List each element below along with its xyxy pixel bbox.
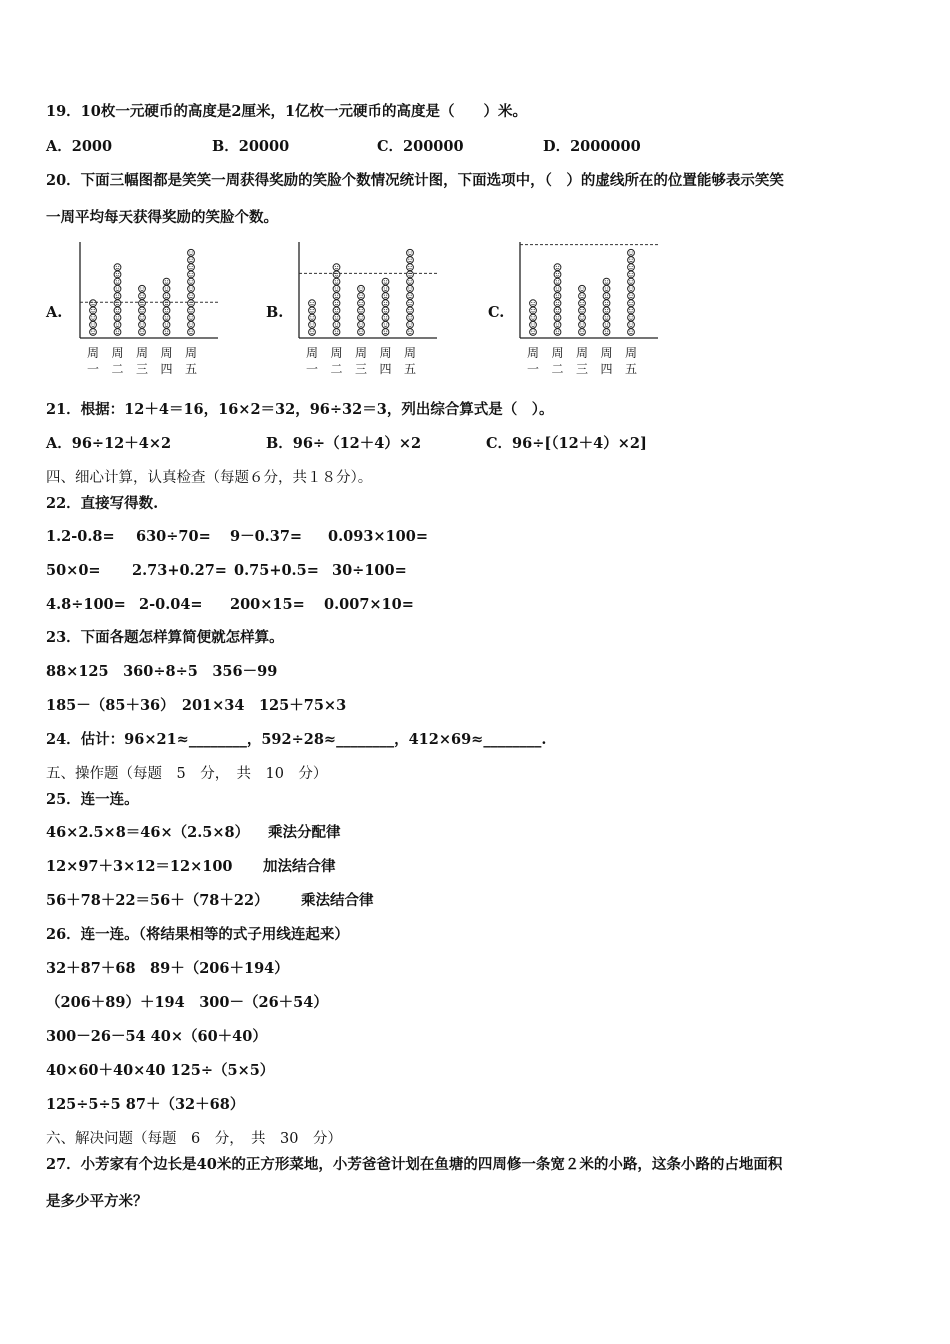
smiley-face-icon bbox=[139, 293, 146, 300]
smiley-face-icon bbox=[358, 329, 365, 336]
q25-law-1: 乘法分配律 bbox=[268, 824, 341, 841]
smiley-face-icon bbox=[407, 264, 414, 271]
smiley-face-icon bbox=[333, 329, 340, 336]
smiley-face-icon bbox=[188, 314, 195, 321]
smiley-face-icon bbox=[163, 278, 170, 285]
smiley-face-icon bbox=[114, 329, 121, 336]
day-label-bottom: 四 bbox=[600, 362, 613, 376]
smiley-face-icon bbox=[90, 321, 97, 328]
day-label-bottom: 四 bbox=[379, 362, 392, 376]
day-label-top: 周 bbox=[600, 346, 613, 360]
smiley-face-icon bbox=[114, 314, 121, 321]
smiley-face-icon bbox=[579, 307, 586, 314]
smiley-face-icon bbox=[554, 307, 561, 314]
day-label-bottom: 五 bbox=[184, 362, 198, 376]
day-label-bottom: 三 bbox=[135, 362, 149, 376]
smiley-face-icon bbox=[358, 321, 365, 328]
day-label-bottom: 四 bbox=[160, 362, 173, 376]
day-label-top: 周 bbox=[330, 346, 343, 360]
smiley-face-icon bbox=[382, 278, 389, 285]
day-label-bottom: 二 bbox=[330, 362, 343, 376]
smiley-face-icon bbox=[407, 300, 414, 307]
smiley-face-icon bbox=[554, 293, 561, 300]
day-label-bottom: 一 bbox=[526, 362, 540, 376]
smiley-face-icon bbox=[554, 264, 561, 271]
day-label-top: 周 bbox=[403, 346, 417, 360]
smiley-face-icon bbox=[407, 278, 414, 285]
smiley-face-icon bbox=[358, 293, 365, 300]
smiley-face-icon bbox=[579, 321, 586, 328]
day-label-top: 周 bbox=[624, 346, 638, 360]
smiley-face-icon bbox=[628, 300, 635, 307]
smiley-face-icon bbox=[114, 271, 121, 278]
q25-expr-1: 46×2.5×8＝46×（2.5×8） bbox=[46, 824, 250, 841]
q19-option-c: C．200000 bbox=[377, 138, 464, 155]
smiley-face-icon bbox=[628, 271, 635, 278]
smiley-face-icon bbox=[188, 329, 195, 336]
smiley-face-icon bbox=[333, 285, 340, 292]
smiley-face-icon bbox=[603, 300, 610, 307]
chart-a bbox=[76, 238, 226, 378]
smiley-face-icon bbox=[407, 307, 414, 314]
q25-stem: 25．连一连。 bbox=[46, 791, 139, 808]
smiley-face-icon bbox=[188, 321, 195, 328]
q20-stem-line1: 20．下面三幅图都是笑笑一周获得奖励的笑脸个数情况统计图，下面选项中，（ ）的虚线所在的位置能够表示笑笑 bbox=[46, 172, 784, 189]
smiley-face-icon bbox=[139, 321, 146, 328]
smiley-face-icon bbox=[163, 307, 170, 314]
smiley-face-icon bbox=[309, 321, 316, 328]
smiley-face-icon bbox=[90, 329, 97, 336]
day-label-top: 周 bbox=[354, 346, 368, 360]
q19-option-a: A．2000 bbox=[46, 138, 113, 155]
smiley-face-icon bbox=[163, 314, 170, 321]
smiley-face-icon bbox=[628, 329, 635, 336]
smiley-face-icon bbox=[579, 293, 586, 300]
smiley-face-icon bbox=[628, 278, 635, 285]
smiley-face-icon bbox=[114, 285, 121, 292]
smiley-face-icon bbox=[407, 285, 414, 292]
q21-option-b: B．96÷（12＋4）×2 bbox=[266, 435, 422, 452]
q26-row3: 300－26－54 40×（60＋40） bbox=[46, 1028, 267, 1045]
smiley-face-icon bbox=[628, 264, 635, 271]
smiley-face-icon bbox=[628, 249, 635, 256]
smiley-face-icon bbox=[114, 300, 121, 307]
q22-stem: 22．直接写得数. bbox=[46, 495, 159, 512]
smiley-face-icon bbox=[188, 249, 195, 256]
smiley-face-icon bbox=[333, 264, 340, 271]
smiley-face-icon bbox=[358, 300, 365, 307]
smiley-face-icon bbox=[163, 293, 170, 300]
smiley-face-icon bbox=[333, 314, 340, 321]
smiley-face-icon bbox=[407, 329, 414, 336]
smiley-face-icon bbox=[114, 264, 121, 271]
q27-line2: 是多少平方米？ bbox=[46, 1193, 148, 1210]
day-label-top: 周 bbox=[135, 346, 149, 360]
smiley-face-icon bbox=[382, 293, 389, 300]
smiley-face-icon bbox=[358, 307, 365, 314]
q23-row2: 185－（85＋36） 201×34 125＋75×3 bbox=[46, 697, 347, 714]
smiley-face-icon bbox=[309, 329, 316, 336]
q25-law-3: 乘法结合律 bbox=[301, 892, 374, 909]
smiley-face-icon bbox=[90, 307, 97, 314]
smiley-face-icon bbox=[628, 307, 635, 314]
smiley-face-icon bbox=[579, 285, 586, 292]
smiley-face-icon bbox=[114, 293, 121, 300]
smiley-face-icon bbox=[90, 300, 97, 307]
q26-row1: 32＋87＋68 89＋（206＋194） bbox=[46, 960, 289, 977]
q19-option-b: B．20000 bbox=[212, 138, 290, 155]
q23-stem: 23．下面各题怎样算简便就怎样算。 bbox=[46, 629, 284, 646]
day-label-top: 周 bbox=[111, 346, 124, 360]
smiley-face-icon bbox=[333, 321, 340, 328]
smiley-face-icon bbox=[554, 285, 561, 292]
q24-stem: 24．估计：96×21≈________，592÷28≈________，412×69≈________. bbox=[46, 731, 547, 748]
smiley-face-icon bbox=[407, 314, 414, 321]
day-label-bottom: 五 bbox=[403, 362, 417, 376]
day-label-bottom: 一 bbox=[86, 362, 100, 376]
q22-r2-c2: 2.73+0.27= bbox=[132, 562, 227, 579]
smiley-face-icon bbox=[163, 285, 170, 292]
q22-r2-c3: 0.75+0.5= bbox=[234, 562, 319, 579]
smiley-face-icon bbox=[554, 321, 561, 328]
smiley-face-icon bbox=[188, 293, 195, 300]
day-label-bottom: 二 bbox=[111, 362, 124, 376]
day-label-top: 周 bbox=[160, 346, 173, 360]
day-label-top: 周 bbox=[575, 346, 589, 360]
smiley-face-icon bbox=[139, 307, 146, 314]
smiley-face-icon bbox=[309, 300, 316, 307]
q26-row5: 125÷5÷5 87＋（32＋68） bbox=[46, 1096, 245, 1113]
smiley-face-icon bbox=[603, 293, 610, 300]
q22-r2-c1: 50×0= bbox=[46, 562, 101, 579]
smiley-face-icon bbox=[333, 271, 340, 278]
smiley-face-icon bbox=[139, 300, 146, 307]
smiley-face-icon bbox=[333, 300, 340, 307]
smiley-face-icon bbox=[407, 293, 414, 300]
smiley-face-icon bbox=[407, 321, 414, 328]
q22-r1-c2: 630÷70= bbox=[136, 528, 211, 545]
smiley-face-icon bbox=[163, 300, 170, 307]
smiley-face-icon bbox=[530, 321, 537, 328]
smiley-face-icon bbox=[309, 314, 316, 321]
day-label-top: 周 bbox=[86, 346, 100, 360]
smiley-face-icon bbox=[188, 285, 195, 292]
smiley-face-icon bbox=[163, 321, 170, 328]
smiley-face-icon bbox=[90, 314, 97, 321]
q22-r2-c4: 30÷100= bbox=[332, 562, 407, 579]
smiley-face-icon bbox=[114, 321, 121, 328]
smiley-face-icon bbox=[114, 278, 121, 285]
smiley-face-icon bbox=[382, 329, 389, 336]
smiley-face-icon bbox=[579, 329, 586, 336]
chart-c bbox=[516, 238, 666, 378]
q22-r1-c1: 1.2-0.8= bbox=[46, 528, 115, 545]
smiley-face-icon bbox=[382, 321, 389, 328]
chart-b bbox=[295, 238, 445, 378]
day-label-top: 周 bbox=[551, 346, 564, 360]
chart-c-letter: C. bbox=[488, 304, 505, 321]
smiley-face-icon bbox=[188, 307, 195, 314]
smiley-face-icon bbox=[163, 329, 170, 336]
smiley-face-icon bbox=[188, 300, 195, 307]
chart-b-letter: B. bbox=[266, 304, 284, 321]
smiley-face-icon bbox=[530, 329, 537, 336]
q27-line1: 27．小芳家有个边长是40米的正方形菜地，小芳爸爸计划在鱼塘的四周修一条宽２米的小路，这条小路的占地面积 bbox=[46, 1156, 783, 1173]
smiley-face-icon bbox=[139, 314, 146, 321]
smiley-face-icon bbox=[382, 307, 389, 314]
day-label-bottom: 一 bbox=[305, 362, 319, 376]
smiley-face-icon bbox=[382, 300, 389, 307]
smiley-face-icon bbox=[114, 307, 121, 314]
q22-r3-c3: 200×15= bbox=[230, 596, 305, 613]
q26-row4: 40×60＋40×40 125÷（5×5） bbox=[46, 1062, 275, 1079]
smiley-face-icon bbox=[579, 314, 586, 321]
smiley-face-icon bbox=[139, 285, 146, 292]
q22-r3-c1: 4.8÷100= bbox=[46, 596, 126, 613]
smiley-face-icon bbox=[139, 329, 146, 336]
smiley-face-icon bbox=[554, 278, 561, 285]
smiley-face-icon bbox=[554, 271, 561, 278]
smiley-face-icon bbox=[188, 257, 195, 264]
smiley-face-icon bbox=[554, 314, 561, 321]
smiley-face-icon bbox=[628, 257, 635, 264]
smiley-face-icon bbox=[358, 314, 365, 321]
smiley-face-icon bbox=[188, 278, 195, 285]
q22-r1-c3: 9－0.37= bbox=[230, 528, 303, 545]
q19-option-d: D．2000000 bbox=[543, 138, 641, 155]
q22-r1-c4: 0.093×100= bbox=[328, 528, 428, 545]
smiley-face-icon bbox=[188, 264, 195, 271]
smiley-face-icon bbox=[382, 314, 389, 321]
smiley-face-icon bbox=[628, 293, 635, 300]
smiley-face-icon bbox=[628, 285, 635, 292]
q21-stem: 21．根据：12＋4＝16，16×2＝32，96÷32＝3，列出综合算式是（ ）。 bbox=[46, 401, 554, 418]
smiley-face-icon bbox=[603, 321, 610, 328]
q21-option-c: C．96÷[（12＋4）×2] bbox=[486, 435, 647, 452]
q20-stem-line2: 一周平均每天获得奖励的笑脸个数。 bbox=[46, 209, 278, 226]
day-label-top: 周 bbox=[184, 346, 198, 360]
q26-stem: 26．连一连。（将结果相等的式子用线连起来） bbox=[46, 926, 349, 943]
day-label-top: 周 bbox=[379, 346, 392, 360]
q25-expr-3: 56＋78＋22＝56＋（78＋22） bbox=[46, 892, 269, 909]
smiley-face-icon bbox=[358, 285, 365, 292]
chart-a-letter: A. bbox=[46, 304, 63, 321]
smiley-face-icon bbox=[603, 307, 610, 314]
smiley-face-icon bbox=[628, 314, 635, 321]
day-label-top: 周 bbox=[526, 346, 540, 360]
smiley-face-icon bbox=[333, 307, 340, 314]
q25-law-2: 加法结合律 bbox=[263, 858, 336, 875]
section-5-heading: 五、操作题（每题 5 分， 共 10 分） bbox=[46, 766, 328, 782]
section-4-heading: 四、细心计算，认真检查（每题６分，共１８分）。 bbox=[46, 470, 373, 486]
day-label-bottom: 三 bbox=[575, 362, 589, 376]
q22-r3-c2: 2-0.04= bbox=[139, 596, 203, 613]
smiley-face-icon bbox=[309, 307, 316, 314]
smiley-face-icon bbox=[554, 329, 561, 336]
smiley-face-icon bbox=[530, 307, 537, 314]
smiley-face-icon bbox=[603, 285, 610, 292]
day-label-top: 周 bbox=[305, 346, 319, 360]
smiley-face-icon bbox=[407, 257, 414, 264]
smiley-face-icon bbox=[603, 329, 610, 336]
q25-expr-2: 12×97＋3×12＝12×100 bbox=[46, 858, 233, 875]
smiley-face-icon bbox=[579, 300, 586, 307]
q22-r3-c4: 0.007×10= bbox=[324, 596, 414, 613]
day-label-bottom: 五 bbox=[624, 362, 638, 376]
q19-stem: 19．10枚一元硬币的高度是2厘米，1亿枚一元硬币的高度是（ ）米。 bbox=[46, 103, 528, 120]
smiley-face-icon bbox=[382, 285, 389, 292]
day-label-bottom: 二 bbox=[551, 362, 564, 376]
smiley-face-icon bbox=[603, 314, 610, 321]
smiley-face-icon bbox=[603, 278, 610, 285]
smiley-face-icon bbox=[333, 293, 340, 300]
section-6-heading: 六、解决问题（每题 6 分， 共 30 分） bbox=[46, 1131, 342, 1147]
smiley-face-icon bbox=[530, 314, 537, 321]
q21-option-a: A．96÷12＋4×2 bbox=[46, 435, 172, 452]
smiley-face-icon bbox=[188, 271, 195, 278]
smiley-face-icon bbox=[554, 300, 561, 307]
smiley-face-icon bbox=[628, 321, 635, 328]
q23-row1: 88×125 360÷8÷5 356－99 bbox=[46, 663, 278, 680]
smiley-face-icon bbox=[530, 300, 537, 307]
smiley-face-icon bbox=[407, 249, 414, 256]
smiley-face-icon bbox=[333, 278, 340, 285]
q26-row2: （206＋89）＋194 300－（26＋54） bbox=[46, 994, 328, 1011]
day-label-bottom: 三 bbox=[354, 362, 368, 376]
smiley-face-icon bbox=[407, 271, 414, 278]
